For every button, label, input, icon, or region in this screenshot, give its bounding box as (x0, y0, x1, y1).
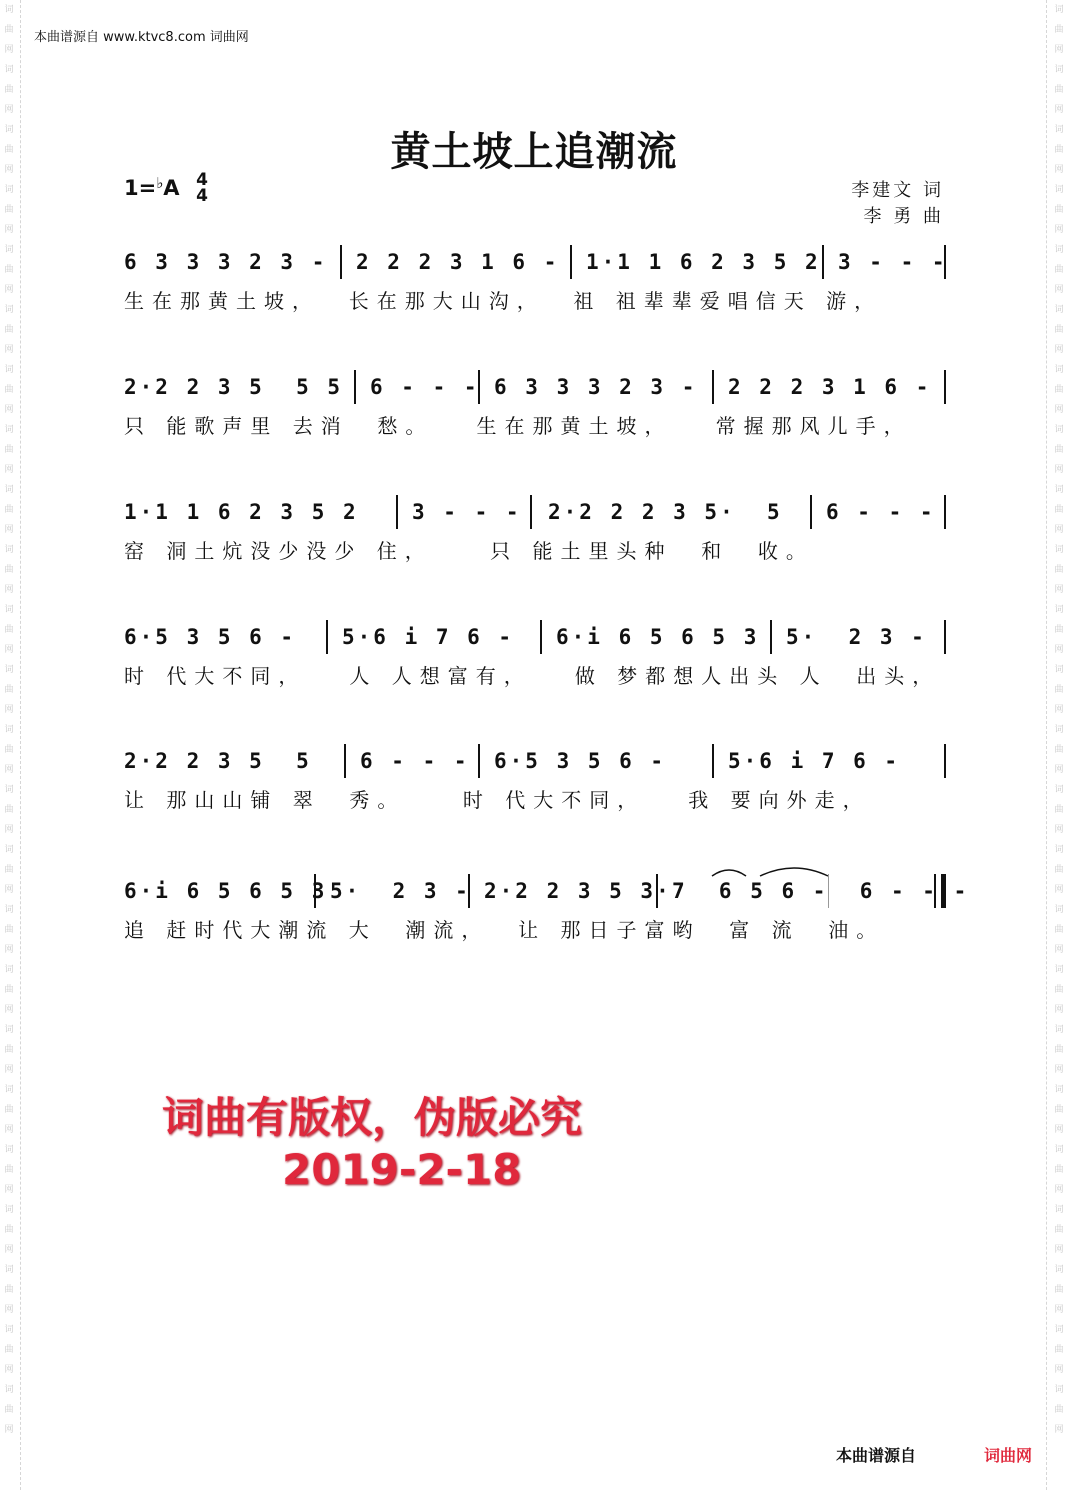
composer-credit: 李 勇 曲 (863, 206, 944, 227)
measure: 3 - - - (838, 250, 948, 274)
barline (540, 620, 542, 654)
measure: 2·2 2 3 5 5 5 (124, 375, 344, 399)
measure: 2·2 2 2 3 5· 5 (548, 500, 783, 524)
barline (396, 495, 398, 529)
lyricist-credit: 李建文 词 (851, 180, 944, 201)
score-line-4 (124, 620, 946, 710)
score-line-2 (124, 370, 946, 460)
barline (712, 744, 714, 778)
lyrics-row: 窑 洞土炕没少没少 住， 只 能土里头种 和 收。 (124, 539, 814, 563)
measure: 1·1 1 6 2 3 5 2 (586, 250, 821, 274)
footer-site-name: 词曲网 (984, 1446, 1033, 1465)
notation-row (124, 495, 946, 529)
barline (326, 620, 328, 654)
measure: 3 - - - (412, 500, 522, 524)
side-watermark-right: 词曲网词曲网词曲网词曲网词曲网词曲网词曲网词曲网词曲网词曲网词曲网词曲网词曲网词曲网词曲网词曲网词曲网词曲网词曲网词曲网词曲网词曲网词曲网词曲网 (1054, 5, 1064, 1435)
barline (944, 245, 946, 279)
source-header: 本曲谱源自 www.ktvc8.com 词曲网 (34, 30, 249, 45)
notation-row (124, 620, 946, 654)
time-signature-bottom: 4 (196, 186, 208, 206)
score-line-6 (124, 874, 970, 964)
measure: 6 3 3 3 2 3 - (124, 250, 328, 274)
barline (468, 874, 470, 908)
lyrics-row: 追 赶时代大潮流 大 潮流， 让 那日子富哟 富 流 油。 (124, 918, 885, 942)
barline (822, 245, 824, 279)
barline (828, 874, 829, 908)
barline (530, 495, 532, 529)
key-signature (124, 174, 180, 200)
measure: 5· 2 3 - (330, 879, 471, 903)
key-note: A (163, 176, 180, 200)
song-title: 黄土坡上追潮流 (390, 128, 678, 175)
measure: 6·i 6 5 6 5 3 (124, 879, 328, 903)
key-prefix: 1= (124, 176, 157, 200)
barline (656, 874, 658, 908)
measure: 2·2 2 3 5 3· (484, 879, 672, 903)
score-line-1 (124, 245, 946, 335)
final-barline (934, 874, 946, 908)
time-signature-top: 4 (196, 170, 208, 190)
measure: 6 - - - (370, 375, 480, 399)
margin-line-right (1046, 0, 1047, 1490)
barline (354, 370, 356, 404)
barline (340, 245, 342, 279)
barline (344, 744, 346, 778)
barline (770, 620, 772, 654)
measure: 5·6 i 7 6 - (728, 749, 901, 773)
measure: 7 6 5 6 - 6 - - - (672, 879, 970, 903)
margin-line-left (20, 0, 21, 1490)
barline (944, 495, 946, 529)
flat-symbol: ♭ (156, 174, 164, 192)
measure: 1·1 1 6 2 3 5 2 (124, 500, 359, 524)
barline (570, 245, 572, 279)
copyright-date: 2019-2-18 (282, 1145, 522, 1194)
measure: 6 - - - (360, 749, 470, 773)
barline (944, 620, 946, 654)
measure: 5· 2 3 - (786, 625, 927, 649)
barline (944, 744, 946, 778)
notation-row (124, 744, 946, 778)
time-signature (195, 172, 209, 204)
score-line-3 (124, 495, 946, 585)
barline (810, 495, 812, 529)
barline (478, 744, 480, 778)
side-watermark-left: 词曲网词曲网词曲网词曲网词曲网词曲网词曲网词曲网词曲网词曲网词曲网词曲网词曲网词曲网词曲网词曲网词曲网词曲网词曲网词曲网词曲网词曲网词曲网词曲网 (4, 5, 14, 1435)
measure: 6·5 3 5 6 - (124, 625, 297, 649)
lyrics-row: 生在那黄土坡， 长在那大山沟， 祖 祖辈辈爱唱信天 游， (124, 289, 883, 313)
score-line-5 (124, 744, 946, 834)
barline (478, 370, 480, 404)
measure: 5·6 i 7 6 - (342, 625, 515, 649)
notation-row (124, 370, 946, 404)
measure: 6·5 3 5 6 - (494, 749, 667, 773)
barline (712, 370, 714, 404)
barline (944, 370, 946, 404)
measure: 2·2 2 3 5 5 (124, 749, 312, 773)
measure: 6·i 6 5 6 5 3 (556, 625, 760, 649)
copyright-notice: 词曲有版权，伪版必究 (162, 1093, 583, 1142)
lyrics-row: 只 能歌声里 去消 愁。 生在那黄土坡， 常握那风儿手， (124, 414, 912, 438)
lyrics-row: 让 那山山铺 翠 秀。 时 代大不同， 我 要向外走， (124, 788, 871, 812)
measure: 2 2 2 3 1 6 - (728, 375, 932, 399)
lyrics-row: 时 代大不同， 人 人想富有， 做 梦都想人出头 人 出头， (124, 664, 941, 688)
notation-row (124, 874, 970, 908)
measure: 6 3 3 3 2 3 - (494, 375, 698, 399)
footer-source-label: 本曲谱源自 (836, 1446, 917, 1465)
measure: 2 2 2 3 1 6 - (356, 250, 560, 274)
measure: 6 - - - (826, 500, 936, 524)
barline (314, 874, 316, 908)
